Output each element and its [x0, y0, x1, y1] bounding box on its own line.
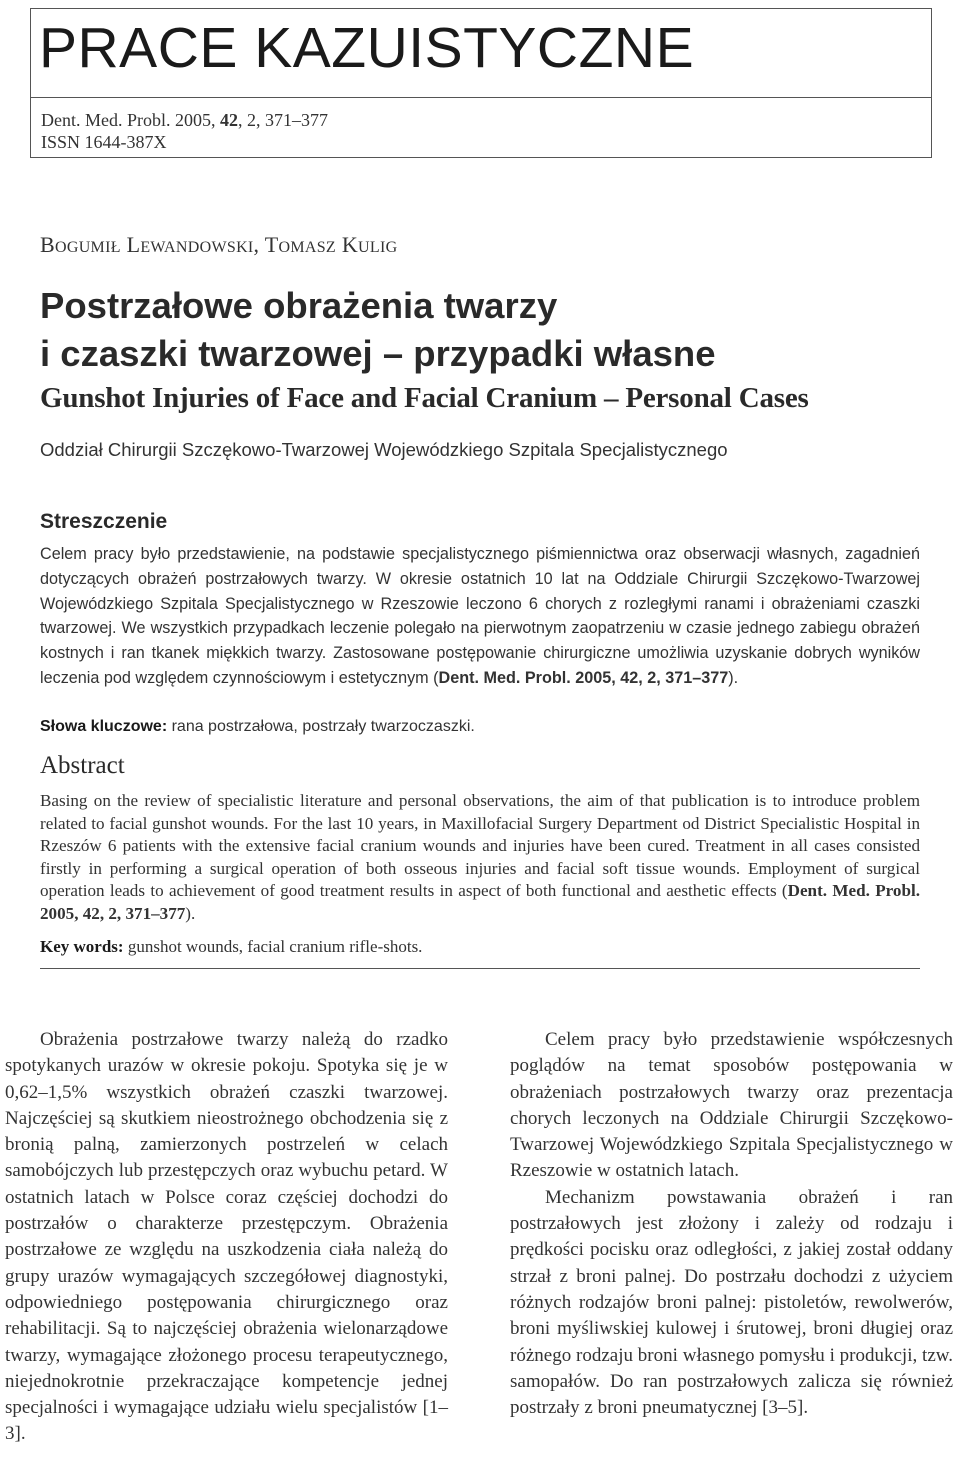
- article-title-en: Gunshot Injuries of Face and Facial Cranium – Personal Cases: [40, 382, 809, 414]
- authors: BOGUMIŁ LEWANDOWSKI, TOMASZ KULIG: [40, 232, 398, 257]
- journal-header: [30, 8, 932, 158]
- citation-block: [41, 109, 328, 153]
- affiliation: Oddział Chirurgii Szczękowo-Twarzowej Wojewódzkiego Szpitala Specjalistycznego: [40, 439, 728, 460]
- header-divider: [31, 97, 931, 98]
- body-column-right: [510, 1027, 953, 1421]
- issn: ISSN 1644-387X: [41, 132, 167, 152]
- article-title-pl: Postrzałowe obrażenia twarzy i czaszki twarzowej – przypadki własne: [40, 285, 716, 374]
- citation-line: Dent. Med. Probl. 2005, 42, 2, 371–377: [41, 110, 328, 130]
- abstract-text: Basing on the review of specialistic literature and personal observations, the aim of that publication is to introduce problem related to facial gunshot wounds. For the last 10 years, in Maxillofacial Surgery Department od District Specialistic Hospital in Rzeszów 6 patients with the extensive facial cranium wounds and injuries have been cured. Treatment in all cases consisted firstly in performing a surgical operation of both osseous injuries and facial soft tissue wounds. Employment of surgical operation leads to achievement of good treatment results in aspect of both functional and aesthetic effects (Dent. Med. Probl. 2005, 42, 2, 371–377).: [40, 791, 920, 923]
- keywords-en: Key words: gunshot wounds, facial cranium rifle-shots.: [40, 937, 423, 956]
- streszczenie-heading: Streszczenie: [40, 510, 168, 533]
- body-paragraph: Celem pracy było przedstawienie współczesnych poglądów na temat sposobów postępowania w obrażeniach postrzałowych twarzy oraz prezentacja chorych leczonych na Oddziale Chirurgii Szczękowo-Twarzowej Wojewódzkiego Szpitala Specjalistycznego w Rzeszowie w ostatnich latach.: [510, 1029, 953, 1182]
- body-paragraph: Obrażenia postrzałowe twarzy należą do rzadko spotykanych urazów w okresie pokoju. Spotyka się je w 0,62–1,5% wszystkich obrażeń czaszki twarzowej. Najczęściej są skutkiem nieostrożnego obchodzenia się z bronią palną, zamierzonych postrzeleń w celach samobójczych lub przestępczych oraz wybuchu petard. W ostatnich latach w Polsce coraz częściej dochodzi do postrzałów o charakterze przestępczym. Obrażenia postrzałowe ze względu na uszkodzenia ciała należą do grupy urazów wymagających szczegółowej diagnostyki, odpowiedniego postępowania chirurgicznego oraz rehabilitacji. Są to najczęściej obrażenia wielonarządowe twarzy, wymagające złożonego procesu terapeutycznego, niejednokrotnie przekraczające kompetencje jednej specjalności i wymagające udziału wielu specjalistów [1–3].: [5, 1029, 448, 1445]
- abstract-heading: Abstract: [40, 752, 125, 779]
- section-rule: [40, 968, 920, 969]
- keywords-pl: Słowa kluczowe: rana postrzałowa, postrzały twarzoczaszki.: [40, 718, 475, 735]
- body-paragraph: Mechanizm powstawania obrażeń i ran postrzałowych jest złożony i zależy od rodzaju i prędkości pocisku oraz odległości, z jakiej został oddany strzał z broni palnej. Do postrzału dochodzi z użyciem różnych rodzajów broni palnej: pistoletów, rewolwerów, broni myśliwskiej kulowej i śrutowej, broni długiej oraz różnego rodzaju broni własnego pomysłu i produkcji, tzw. samopałów. Do ran postrzałowych zalicza się również postrzały z broni pneumatycznej [3–5].: [510, 1186, 953, 1419]
- streszczenie-text: Celem pracy było przedstawienie, na podstawie specjalistycznego piśmiennictwa oraz obserwacji własnych, zagadnień dotyczących obrażeń postrzałowych twarzy. W okresie ostatnich 10 lat na Oddziale Chirurgii Szczękowo-Twarzowej Wojewódzkiego Szpitala Specjalistycznego w Rzeszowie leczono 6 chorych z rozległymi ranami i obrażeniami czaszki twarzowej. We wszystkich przypadkach leczenie polegało na pierwotnym zaopatrzeniu w czasie jednego zabiegu obrażeń kostnych i ran tkanek miękkich twarzy. Zastosowane postępowanie chirurgiczne umożliwia uzyskanie dobrych wyników leczenia pod względem czynnościowym i estetycznym (Dent. Med. Probl. 2005, 42, 2, 371–377).: [40, 545, 920, 687]
- section-title: PRACE KAZUISTYCZNE: [39, 16, 695, 80]
- citation-volume: 42: [220, 110, 238, 130]
- body-column-left: [5, 1027, 448, 1448]
